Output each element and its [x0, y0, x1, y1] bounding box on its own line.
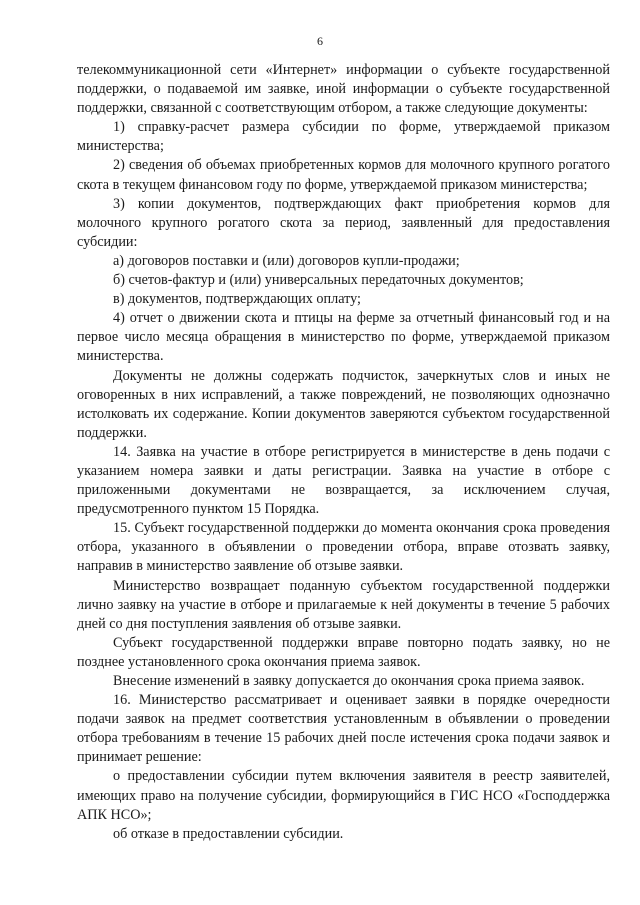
list-item-2-feed-volumes: 2) сведения об объемах приобретенных кормов для молочного крупного рогатого скота в текущем финансовом году по форме, утверждаемой приказом министерства;: [77, 157, 610, 193]
paragraph-amendments: Внесение изменений в заявку допускается до окончания срока приема заявок.: [113, 673, 585, 689]
decision-option-grant: о предоставлении субсидии путем включения заявителя в реестр заявителей, имеющих право на получение субсидии, формирующийся в ГИС НСО «Господдержка АПК НСО»;: [77, 768, 610, 823]
paragraph-resubmission: Субъект государственной поддержки вправе повторно подать заявку, но не позднее установленного срока окончания приема заявок.: [77, 634, 610, 670]
sublist-item-a-contracts: а) договоров поставки и (или) договоров купли-продажи;: [113, 252, 460, 269]
list-item-1-calculation: 1) справку-расчет размера субсидии по форме, утверждаемой приказом министерства;: [77, 119, 610, 155]
sublist-item-c-payments: в) документов, подтверждающих оплату;: [113, 291, 361, 308]
document-body: [77, 61, 610, 844]
list-item-3-document-copies: 3) копии документов, подтверждающих факт приобретения кормов для молочного крупного рогатого скота за период, заявленный для предоставления субсидии:: [77, 195, 610, 250]
clause-14-registration: 14. Заявка на участие в отборе регистрируется в министерстве в день подачи с указанием номера заявки и даты регистрации. Заявка на участие в отборе с приложенными документами не возвращается, за исключением случая, предусмотренного пунктом 15 Порядка.: [77, 443, 610, 518]
clause-16-review: 16. Министерство рассматривает и оценивает заявки в порядке очередности подачи заявок на предмет соответствия установленным в объявлении о проведении отбора требованиям в течение 15 рабочих дней после истечения срока подачи заявок и принимает решение:: [77, 692, 610, 766]
paragraph-intro-continuation: телекоммуникационной сети «Интернет» информации о субъекте государственной поддержки, о подаваемой им заявке, иной информации о субъекте государственной поддержки, связанной с соответствующим отбором, а также следующие документы:: [77, 62, 610, 117]
page-number: 6: [317, 34, 323, 48]
sublist-item-b-invoices: б) счетов-фактур и (или) универсальных передаточных документов;: [113, 272, 524, 289]
clause-15-withdrawal: 15. Субъект государственной поддержки до момента окончания срока проведения отбора, указанного в объявлении о проведении отбора, вправе отозвать заявку, направив в министерство заявление об отзыве заявки.: [77, 520, 610, 575]
decision-option-refusal: об отказе в предоставлении субсидии.: [113, 825, 344, 842]
paragraph-ministry-return: Министерство возвращает поданную субъектом государственной поддержки лично заявку на участие в отборе и прилагаемые к ней документы в течение 5 рабочих дней со дня поступления заявления об отзыве заявки.: [77, 577, 610, 632]
paragraph-document-requirements: Документы не должны содержать подчисток, зачеркнутых слов и иных не оговоренных в них исправлений, а также повреждений, не позволяющих однозначно истолковать их содержание. Копии документов заверяются субъектом государственной поддержки.: [77, 367, 610, 441]
list-item-4-livestock-report: 4) отчет о движении скота и птицы на ферме за отчетный финансовый год и на первое число месяца обращения в министерство по форме, утверждаемой приказом министерства.: [77, 310, 610, 365]
